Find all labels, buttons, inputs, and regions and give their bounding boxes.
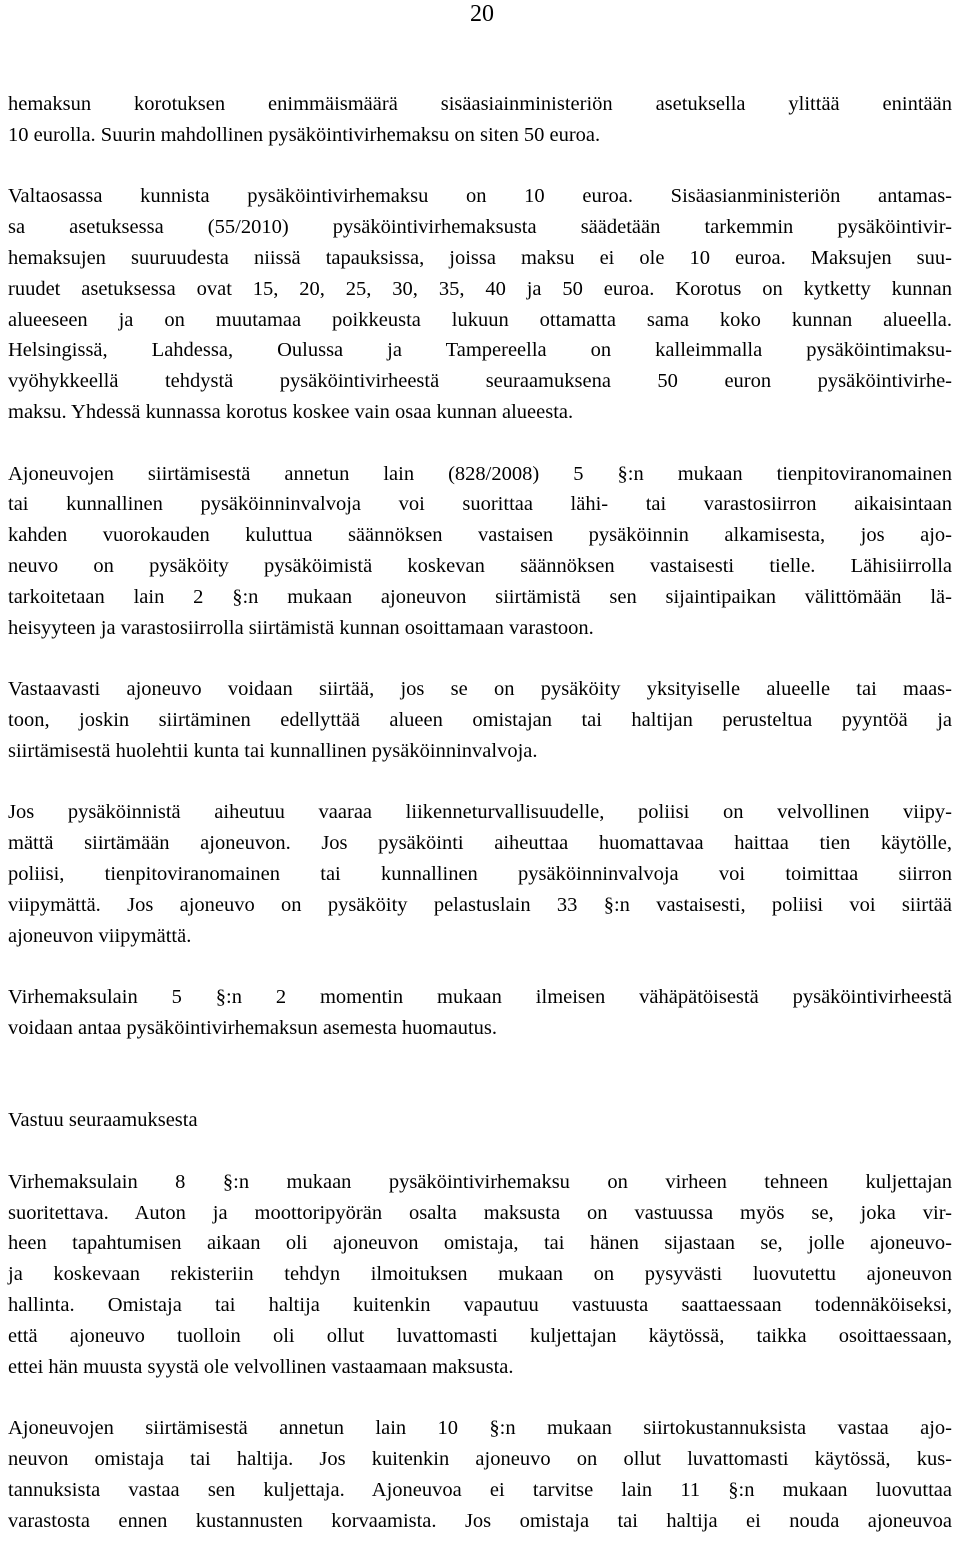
- text-line: mättä siirtämään ajoneuvon. Jos pysäköinti aiheuttaa huomattavaa haittaa tien käytölle,: [8, 832, 952, 855]
- text-line: vyöhykkeellä tehdystä pysäköintivirheestä seuraamuksena 50 euron pysäköintivirhe-: [8, 370, 952, 393]
- text-line: neuvon omistaja tai haltija. Jos kuitenkin ajoneuvo on ollut luvattomasti käytössä, kus-: [8, 1448, 952, 1471]
- text-line: alueeseen ja on muutamaa poikkeusta lukuun ottamatta sama koko kunnan alueella.: [8, 308, 952, 331]
- text-line: Valtaosassa kunnista pysäköintivirhemaksu on 10 euroa. Sisäasianministeriön antamas-: [8, 185, 952, 208]
- paragraph: [8, 459, 952, 644]
- text-line: ja koskevaan rekisteriin tehdyn ilmoituksen mukaan on pysyvästi luovutettu ajoneuvon: [8, 1263, 952, 1286]
- paragraph: [8, 89, 952, 151]
- text-line: hallinta. Omistaja tai haltija kuitenkin vapautuu vastuusta saattaessaan todennäköiseksi,: [8, 1294, 952, 1317]
- text-line: heisyyteen ja varastosiirrolla siirtämistä kunnan osoittamaan varastoon.: [8, 616, 594, 639]
- text-line: poliisi, tienpitoviranomainen tai kunnallinen pysäköinninvalvoja voi toimittaa siirron: [8, 862, 952, 885]
- text-line: tai kunnallinen pysäköinninvalvoja voi suorittaa lähi- tai varastosiirron aikaisintaan: [8, 493, 952, 516]
- text-line: neuvo on pysäköity pysäköimistä koskevan säännöksen vastaisesti tielle. Lähisiirrolla: [8, 554, 952, 577]
- text-line: toon, joskin siirtäminen edellyttää alueen omistajan tai haltijan perusteltua pyyntöä ja: [8, 708, 952, 731]
- text-line: Jos pysäköinnistä aiheutuu vaaraa liikenneturvallisuudelle, poliisi on velvollinen viipy-: [8, 801, 952, 824]
- text-line: Ajoneuvojen siirtämisestä annetun lain 10 §:n mukaan siirtokustannuksista vastaa ajo-: [8, 1417, 952, 1440]
- text-line: sa asetuksessa (55/2010) pysäköintivirhemaksusta säädetään tarkemmin pysäköintivir-: [8, 216, 952, 239]
- paragraph: [8, 1413, 952, 1536]
- paragraph: [8, 674, 952, 766]
- section-heading-text: Vastuu seuraamuksesta: [8, 1109, 198, 1132]
- text-line: varastosta ennen kustannusten korvaamista. Jos omistaja tai haltija ei nouda ajoneuvoa: [8, 1509, 952, 1532]
- text-line: ettei hän muusta syystä ole velvollinen vastaamaan maksusta.: [8, 1355, 514, 1378]
- text-line: voidaan antaa pysäköintivirhemaksun asemesta huomautus.: [8, 1016, 498, 1039]
- text-line: siirtämisestä huolehtii kunta tai kunnallinen pysäköinninvalvoja.: [8, 739, 538, 762]
- text-line: Vastaavasti ajoneuvo voidaan siirtää, jos se on pysäköity yksityiselle alueelle tai maas-: [8, 678, 952, 701]
- text-line: Virhemaksulain 5 §:n 2 momentin mukaan ilmeisen vähäpätöisestä pysäköintivirheestä: [8, 986, 952, 1009]
- paragraph: [8, 181, 952, 427]
- text-line: kahden vuorokauden kuluttua säännöksen vastaisen pysäköinnin alkamisesta, jos ajo-: [8, 524, 952, 547]
- text-line: tannuksista vastaa sen kuljettaja. Ajoneuvoa ei tarvitse lain 11 §:n mukaan luovuttaa: [8, 1478, 952, 1501]
- section-heading: [8, 1105, 952, 1136]
- text-line: Ajoneuvojen siirtämisestä annetun lain (828/2008) 5 §:n mukaan tienpitoviranomainen: [8, 462, 952, 485]
- text-line: Helsingissä, Lahdessa, Oulussa ja Tampereella on kalleimmalla pysäköintimaksu-: [8, 339, 952, 362]
- text-line: hemaksujen suuruudesta niissä tapauksissa, joissa maksu ei ole 10 euroa. Maksujen suu-: [8, 246, 952, 269]
- text-line: suoritettava. Auton ja moottoripyörän osalta maksusta on vastuussa myös se, joka vir-: [8, 1201, 952, 1224]
- text-line: tarkoitetaan lain 2 §:n mukaan ajoneuvon siirtämistä sen sijaintipaikan välittömään lä-: [8, 585, 952, 608]
- document-body: [8, 89, 952, 1536]
- text-line: Virhemaksulain 8 §:n mukaan pysäköintivirhemaksu on virheen tehneen kuljettajan: [8, 1170, 952, 1193]
- text-line: ruudet asetuksessa ovat 15, 20, 25, 30, 35, 40 ja 50 euroa. Korotus on kytketty kunnan: [8, 277, 952, 300]
- text-line: ajoneuvon viipymättä.: [8, 924, 192, 947]
- text-line: 10 eurolla. Suurin mahdollinen pysäköintivirhemaksu on siten 50 euroa.: [8, 123, 601, 146]
- text-line: maksu. Yhdessä kunnassa korotus koskee vain osaa kunnan alueesta.: [8, 400, 574, 423]
- paragraph: [8, 1167, 952, 1383]
- text-line: viipymättä. Jos ajoneuvo on pysäköity pelastuslain 33 §:n vastaisesti, poliisi voi siirtää: [8, 893, 952, 916]
- paragraph: [8, 982, 952, 1044]
- text-line: hemaksun korotuksen enimmäismäärä sisäasiainministeriön asetuksella ylittää enintään: [8, 93, 952, 115]
- text-line: että ajoneuvo tuolloin oli ollut luvattomasti kuljettajan käytössä, taikka osoittaessaan,: [8, 1324, 952, 1347]
- paragraph: [8, 797, 952, 951]
- text-line: heen tapahtumisen aikaan oli ajoneuvon omistaja, tai hänen sijastaan se, jolle ajoneuvo-: [8, 1232, 952, 1255]
- page-number: 20: [470, 1, 494, 27]
